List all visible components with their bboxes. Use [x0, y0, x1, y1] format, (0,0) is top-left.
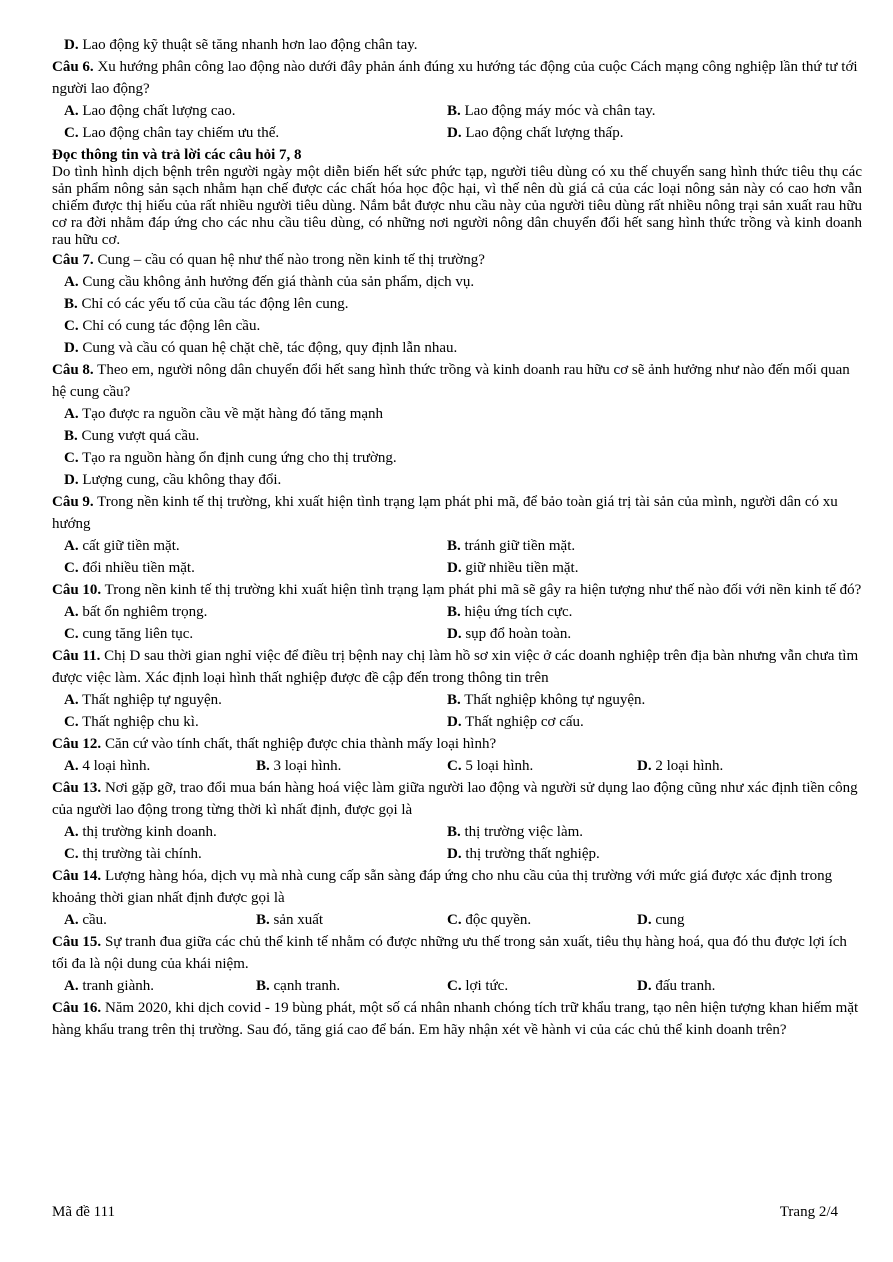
option-d: D. giữ nhiều tiền mặt. [447, 560, 579, 576]
option-a: A. Tạo được ra nguồn cầu về mặt hàng đó tăng mạnh [64, 406, 384, 422]
option-b: B. Cung vượt quá cầu. [64, 428, 200, 444]
option-d: D. cung [637, 912, 685, 928]
option-c: C. lợi tức. [447, 978, 509, 994]
option-d-prev: D. Lao động kỹ thuật sẽ tăng nhanh hơn lao động chân tay. [64, 37, 418, 53]
option-c: C. Chỉ có cung tác động lên cầu. [64, 318, 261, 334]
question-6: Câu 6. Xu hướng phân công lao động nào dưới đây phản ánh đúng xu hướng tác động của cuộc Cách mạng công nghiệp lần thứ tư tới người lao động? A. Lao động chất lượng cao. B. Lao động máy móc và chân tay. C. Lao động chân tay chiếm ưu thế. D. Lao động chất lượng thấp. [52, 56, 862, 144]
option-d: D. Thất nghiệp cơ cấu. [447, 714, 584, 730]
option-c: C. Thất nghiệp chu kì. [64, 714, 199, 730]
option-c: C. độc quyền. [447, 912, 532, 928]
option-a: A. cầu. [64, 912, 107, 928]
option-a: A. tranh giành. [64, 978, 154, 994]
option-b: B. Lao động máy móc và chân tay. [447, 103, 656, 119]
question-13: Câu 13. Nơi gặp gỡ, trao đổi mua bán hàng hoá việc làm giữa người lao động và người sử dụng lao động cũng như xác định tiền công của người lao động trong từng thời kì nhất định, được gọi là A. thị trường kinh doanh. B. thị trường việc làm. C. thị trường tài chính. D. thị trường thất nghiệp. [52, 777, 862, 865]
option-d: D. Lượng cung, cầu không thay đổi. [64, 472, 282, 488]
option-b: B. sản xuất [256, 912, 324, 928]
question-16: Câu 16. Năm 2020, khi dịch covid - 19 bùng phát, một số cá nhân nhanh chóng tích trữ khẩu trang, tạo nên hiện tượng khan hiếm mặt hàng khẩu trang trên thị trường. Sau đó, tăng giá cao để bán. Em hãy nhận xét về hành vi của các chủ thể kinh doanh trên? [52, 1000, 859, 1038]
page-number: Trang 2/4 [779, 1204, 838, 1220]
option-a: A. cất giữ tiền mặt. [64, 538, 180, 554]
question-7: Câu 7. Cung – cầu có quan hệ như thế nào trong nền kinh tế thị trường? A. Cung cầu không ảnh hưởng đến giá thành của sản phẩm, dịch vụ. B. Chỉ có các yếu tố của cầu tác động lên cung. C. Chỉ có cung tác động lên cầu. D. Cung và cầu có quan hệ chặt chẽ, tác động, quy định lẫn nhau. [52, 249, 862, 359]
option-c: C. cung tăng liên tục. [64, 626, 194, 642]
option-c: C. Tạo ra nguồn hàng ổn định cung ứng cho thị trường. [64, 450, 397, 466]
option-c: C. 5 loại hình. [447, 758, 534, 774]
option-a: A. Lao động chất lượng cao. [64, 103, 236, 119]
question-9: Câu 9. Trong nền kinh tế thị trường, khi xuất hiện tình trạng lạm phát phi mã, để bảo toàn giá trị tài sản của mình, người dân có xu hướng A. cất giữ tiền mặt. B. tránh giữ tiền mặt. C. đổi nhiều tiền mặt. D. giữ nhiều tiền mặt. [52, 491, 862, 579]
option-a: A. thị trường kinh doanh. [64, 824, 217, 840]
option-a: A. Cung cầu không ảnh hưởng đến giá thành của sản phẩm, dịch vụ. [64, 274, 475, 290]
option-c: C. Lao động chân tay chiếm ưu thế. [64, 125, 280, 141]
exam-code: Mã đề 111 [52, 1204, 116, 1220]
option-a: A. Thất nghiệp tự nguyện. [64, 692, 222, 708]
option-b: B. Thất nghiệp không tự nguyện. [447, 692, 646, 708]
option-b: B. cạnh tranh. [256, 978, 341, 994]
option-d: D. đấu tranh. [637, 978, 716, 994]
exam-page [52, 34, 862, 1041]
option-b: B. thị trường việc làm. [447, 824, 584, 840]
option-b: B. tránh giữ tiền mặt. [447, 538, 576, 554]
option-d: D. Lao động chất lượng thấp. [447, 125, 624, 141]
option-a: A. 4 loại hình. [64, 758, 151, 774]
question-12: Câu 12. Căn cứ vào tính chất, thất nghiệp được chia thành mấy loại hình? A. 4 loại hình. B. 3 loại hình. C. 5 loại hình. D. 2 loại hình. [52, 733, 862, 777]
option-b: B. Chỉ có các yếu tố của cầu tác động lên cung. [64, 296, 349, 312]
reading-passage: Do tình hình dịch bệnh trên người ngày một diễn biến hết sức phức tạp, người tiêu dùng có xu thế chuyển sang hình thức tiêu thụ các sản phẩm nông sản sạch nhằm hạn chế được các chất hóa học độc hại, vì thế nên dù giá cả của các loại nông sản này có cao hơn vẫn chiếm được thị hiếu của rất nhiều người tiêu dùng. Nắm bắt được nhu cầu này của người tiêu dùng rất nhiều nông trại sản xuất rau hữu cơ ra đời nhằm đáp ứng cho các nhu cầu tiêu dùng, có những nơi người nông dân chuyển đổi hết sang hình thức trồng và kinh doanh rau hữu cơ. [52, 164, 862, 248]
option-b: B. hiệu ứng tích cực. [447, 604, 573, 620]
question-10: Câu 10. Trong nền kinh tế thị trường khi xuất hiện tình trạng lạm phát phi mã sẽ gây ra hiện tượng như thế nào đối với nền kinh tế đó? A. bất ổn nghiêm trọng. B. hiệu ứng tích cực. C. cung tăng liên tục. D. sụp đổ hoàn toàn. [52, 579, 862, 645]
option-d: D. sụp đổ hoàn toàn. [447, 626, 572, 642]
option-c: C. thị trường tài chính. [64, 846, 202, 862]
question-11: Câu 11. Chị D sau thời gian nghỉ việc để điều trị bệnh nay chị làm hồ sơ xin việc ở các doanh nghiệp trên địa bàn nhưng vẫn chưa tìm được việc làm. Xác định loại hình thất nghiệp được đề cập đến trong thông tin trên A. Thất nghiệp tự nguyện. B. Thất nghiệp không tự nguyện. C. Thất nghiệp chu kì. D. Thất nghiệp cơ cấu. [52, 645, 862, 733]
option-b: B. 3 loại hình. [256, 758, 342, 774]
question-15: Câu 15. Sự tranh đua giữa các chủ thể kinh tế nhằm có được những ưu thế trong sản xuất, tiêu thụ hàng hoá, qua đó thu được lợi ích tối đa là nội dung của khái niệm. A. tranh giành. B. cạnh tranh. C. lợi tức. D. đấu tranh. [52, 931, 862, 997]
page-footer [52, 1204, 838, 1224]
option-c: C. đổi nhiều tiền mặt. [64, 560, 195, 576]
reading-heading: Đọc thông tin và trả lời các câu hỏi 7, 8 [52, 147, 302, 163]
option-d: D. 2 loại hình. [637, 758, 724, 774]
question-8: Câu 8. Theo em, người nông dân chuyển đổi hết sang hình thức trồng và kinh doanh rau hữu cơ sẽ ảnh hưởng như nào đến mối quan hệ cung cầu? A. Tạo được ra nguồn cầu về mặt hàng đó tăng mạnh B. Cung vượt quá cầu. C. Tạo ra nguồn hàng ổn định cung ứng cho thị trường. D. Lượng cung, cầu không thay đổi. [52, 359, 862, 491]
question-14: Câu 14. Lượng hàng hóa, dịch vụ mà nhà cung cấp sẵn sàng đáp ứng cho nhu cầu của thị trường với mức giá được xác định trong khoảng thời gian nhất định được gọi là A. cầu. B. sản xuất C. độc quyền. D. cung [52, 865, 862, 931]
option-d: D. thị trường thất nghiệp. [447, 846, 600, 862]
option-d: D. Cung và cầu có quan hệ chặt chẽ, tác động, quy định lẫn nhau. [64, 340, 458, 356]
option-a: A. bất ổn nghiêm trọng. [64, 604, 208, 620]
